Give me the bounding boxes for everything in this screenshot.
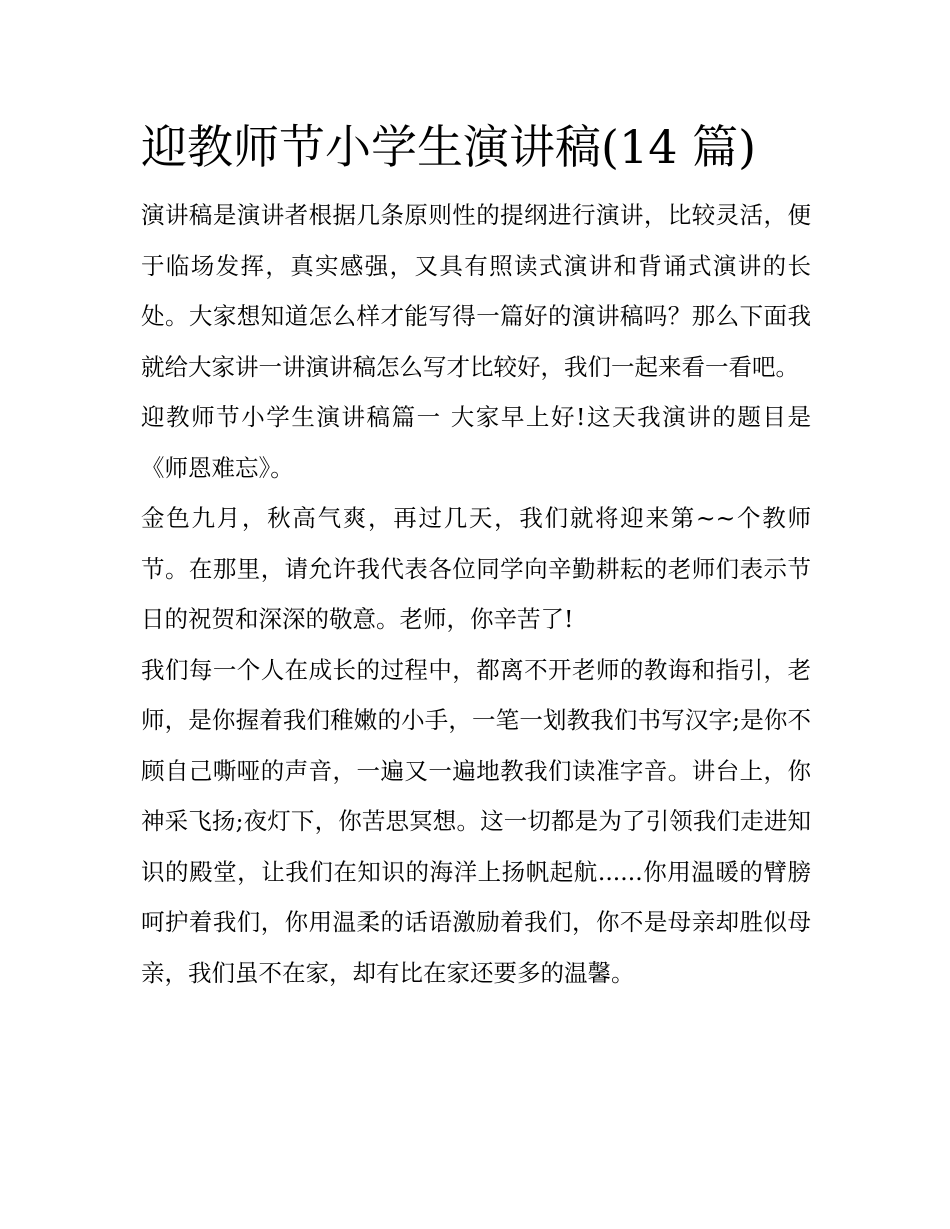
paragraph-speech-heading: 迎教师节小学生演讲稿篇一 大家早上好!这天我演讲的题目是《师恩难忘》。	[141, 403, 811, 482]
paragraph-teacher-care: 我们每一个人在成长的过程中，都离不开老师的教诲和指引，老师，是你握着我们稚嫩的小手，一笔一划教我们书写汉字;是你不顾自己嘶哑的声音，一遍又一遍地教我们读准字音。讲台上，你神采飞扬;夜灯下，你苦思冥想。这一切都是为了引领我们走进知识的殿堂，让我们在知识的海洋上扬帆起航......你用温暖的臂膀呵护着我们，你用温柔的话语激励着我们，你不是母亲却胜似母亲，我们虽不在家，却有比在家还要多的温馨。	[141, 655, 811, 987]
paragraph-intro: 演讲稿是演讲者根据几条原则性的提纲进行演讲，比较灵活，便于临场发挥，真实感强，又具有照读式演讲和背诵式演讲的长处。大家想知道怎么样才能写得一篇好的演讲稿吗？那么下面我就给大家讲一讲演讲稿怎么写才比较好，我们一起来看一看吧。	[141, 201, 811, 381]
document-body	[141, 112, 811, 998]
paragraph-september: 金色九月，秋高气爽，再过几天，我们就将迎来第~~个教师节。在那里，请允许我代表各位同学向辛勤耕耘的老师们表示节日的祝贺和深深的敬意。老师，你辛苦了!	[141, 504, 811, 633]
page-title: 迎教师节小学生演讲稿(14 篇)	[141, 120, 757, 174]
